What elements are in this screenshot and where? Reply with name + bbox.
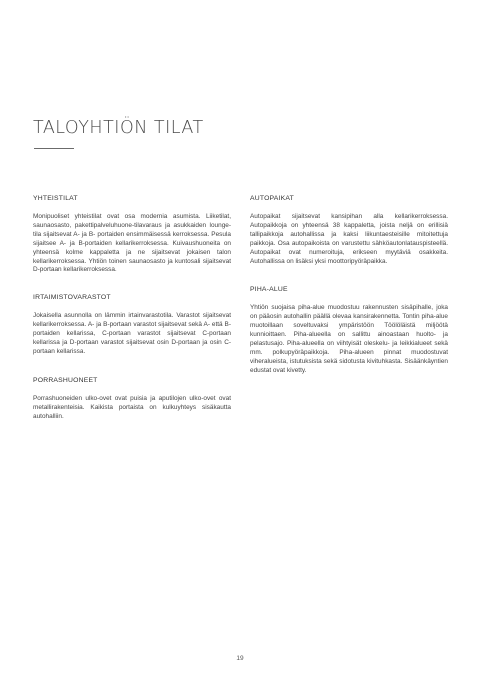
section-piha-alue — [250, 286, 448, 375]
page-number: 19 — [236, 655, 244, 662]
section-text: Monipuoliset yhteistilat ovat osa modernia asumista. Liiketilat, saunaosasto, pakettipalveluhuone-tilavaraus ja asukkaiden lounge-tila sijaitsevat A- ja B- portaiden ensimmäisessä kerroksessa. Pesula sijaitsee A- ja B-portaiden kellarikerroksessa. Kuivaushuoneita on yhteensä kolme kappaletta ja ne sijaitsevat jokaisen talon kellarikerroksessa. Yhtiön toinen saunaosasto ja kuntosali sijaitsevat D-portaan kellarikerroksessa. — [33, 213, 231, 274]
title-underline — [34, 148, 74, 149]
section-heading: PORRASHUONEET — [33, 376, 98, 384]
section-text: Yhtiön suojaisa piha-alue muodostuu rakennusten sisäpihalle, joka on pääosin autohallin päällä olevaa kansirakennetta. Tontin piha-alue muotoillaan soveltuvaksi ympäristöön Töölöläistä miljöötä kunnioittaen. Piha-alueella on sallittu ainoastaan huolto- ja pelastusajo. Piha-alueella on viihtyisät oleskelu- ja leikkialueet sekä mm. polkupyöräpaikkoja. Piha-alueen pinnat muodostuvat viheralueista, istutuksista sekä sidotusta kivituhkasta. Sisäänkäyntien edustat ovat kivetty. — [250, 304, 448, 374]
section-yhteistilat — [33, 195, 231, 275]
section-heading: IRTAIMISTOVARASTOT — [33, 294, 111, 302]
section-heading: AUTOPAIKAT — [250, 195, 294, 202]
section-heading: PIHA-ALUE — [250, 286, 288, 294]
section-text: Autopaikat sijaitsevat kansipihan alla kellarikerroksessa. Autopaikkoja on yhteensä 38 kappaletta, joista neljä on erillisiä tallipaikkoja autohallissa ja kaksi liikuntaesteisille mitoitettuja paikkoja. Osa autopaikoista on varustettu sähköautonlatauspisteellä. Autopaikat ovat numeroituja, erikseen myytäviä osakkeita. Autohallissa on lisäksi yksi moottoripyöräpaikka. — [250, 213, 448, 265]
section-autopaikat — [250, 195, 448, 266]
section-porrashuoneet — [33, 377, 231, 422]
section-irtaimistovarastot — [33, 294, 231, 357]
section-text: Porrashuoneiden ulko-ovet ovat puisia ja aputilojen ulko-ovet ovat metallirakenteisia. Kaikista portaista on kulkuyhteys sisäkautta autohalliin. — [33, 394, 231, 420]
right-column — [250, 195, 448, 396]
section-heading: YHTEISTILAT — [33, 195, 78, 202]
section-text: Jokaisella asunnolla on lämmin irtainvarastotila. Varastot sijaitsevat kellarikerroksessa. A- ja B-portaan varastot sijaitsevat sekä A- että B-portaiden kellarissa, C-portaan varastot sijaitsevat C-portaan kellarissa ja D-portaan varastot sijaitsevat osin D-portaan ja osin C-portaan kellarissa. — [33, 312, 231, 355]
page-title: TALOYHTIÖN TILAT — [33, 118, 204, 138]
left-column — [33, 195, 231, 442]
